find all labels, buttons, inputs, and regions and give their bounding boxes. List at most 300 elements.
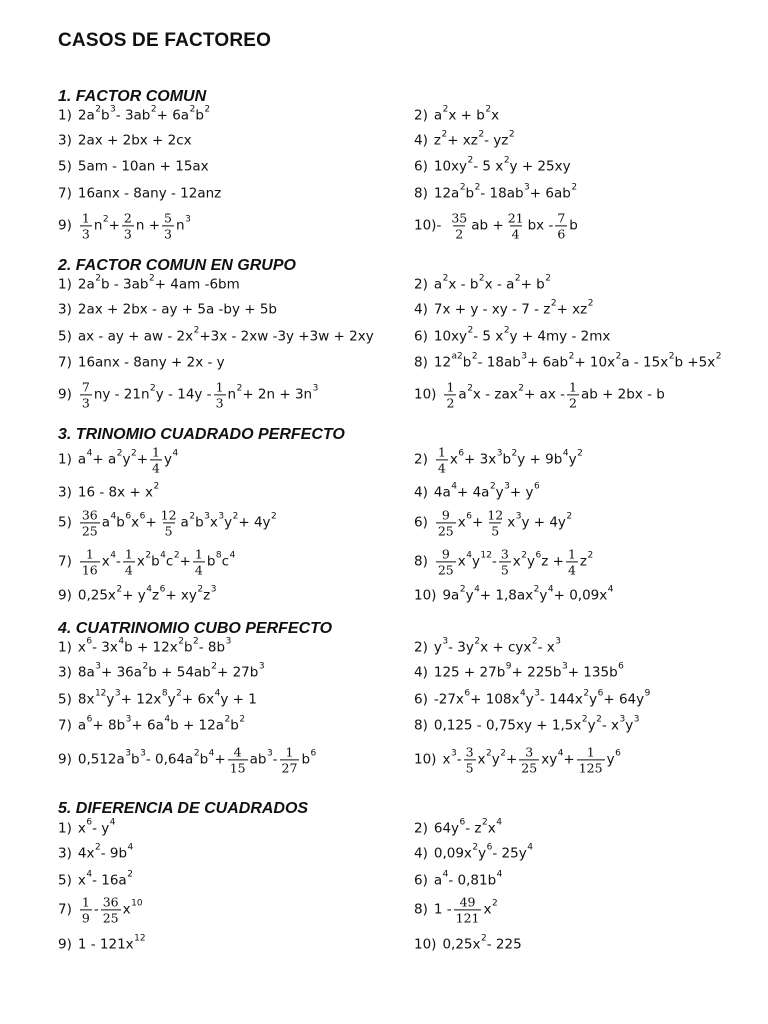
exercise-item — [58, 445, 178, 474]
exercise-item — [414, 817, 502, 837]
fraction-denominator: 2 — [568, 395, 577, 411]
fraction-denominator: 3 — [81, 226, 90, 242]
exponent: 6 — [310, 748, 317, 759]
exponent: 2 — [441, 129, 448, 140]
exercise-expression: $\frac{36}{25}$ a $^4$ b $^6$ x $^6$ + $\frac{12}{5}$ a $^2$ b $^3$ x $^3$ y $^2$ + 4y $^2$ — [81, 507, 277, 539]
exponent: 6 — [535, 550, 542, 561]
exponent: 2 — [668, 351, 675, 362]
exponent: 2 — [131, 448, 137, 459]
exponent: 2 — [550, 298, 557, 309]
exercise-number: 1) — [58, 276, 72, 293]
fraction-denominator: 6 — [557, 226, 566, 242]
exercise-item — [414, 636, 561, 656]
exponent: 2 — [566, 511, 573, 522]
exponent: 4 — [466, 550, 472, 561]
exponent: 2 — [531, 636, 538, 647]
fraction — [436, 547, 456, 576]
exercise-item — [414, 933, 522, 953]
exponent: 2 — [459, 584, 466, 595]
exercise-number: 9) — [58, 587, 72, 604]
exponent: 6 — [159, 584, 166, 595]
exponent: 3 — [561, 661, 568, 672]
exponent: 4 — [160, 550, 166, 561]
fraction-numerator: 1 — [586, 744, 595, 760]
exercise-number: 8) — [414, 354, 428, 371]
exponent: 2 — [145, 550, 152, 561]
exercise-item — [58, 273, 240, 293]
fraction-numerator: 7 — [81, 379, 90, 395]
fraction-denominator: 5 — [164, 523, 173, 539]
exponent: 4 — [451, 481, 457, 492]
exponent: 2 — [568, 351, 575, 362]
exponent: 4 — [527, 842, 533, 853]
exercise-expression: 5am - 10an + 15ax — [77, 158, 209, 175]
exercise-item — [414, 155, 571, 175]
exponent: 2 — [95, 104, 101, 115]
exercise-item — [58, 636, 232, 656]
exponent: 6 — [125, 511, 132, 522]
exercise-item — [58, 688, 257, 708]
exercise-expression: 9a $^2$ y $^4$ + 1,8ax $^2$ y $^4$ + 0,09x $^4$ — [442, 584, 614, 604]
fraction — [449, 211, 469, 240]
fraction — [122, 211, 134, 240]
exponent: 3 — [496, 448, 503, 459]
fraction-numerator: 12 — [487, 507, 504, 523]
exponent: 4 — [607, 584, 614, 595]
exponent: 2 — [142, 661, 149, 672]
exercise-expression: a $^4$ - 0,81b $^4$ — [433, 869, 503, 889]
exponent: 3 — [442, 636, 449, 647]
fraction — [566, 547, 578, 576]
exponent: 4 — [208, 748, 215, 759]
exercise-number: 7) — [58, 717, 72, 734]
fraction — [555, 211, 567, 240]
exponent: 2 — [508, 129, 515, 140]
exercise-item — [58, 104, 211, 124]
section-title: 3. TRINOMIO CUADRADO PERFECTO — [58, 426, 345, 443]
exponent: 2 — [518, 383, 524, 394]
fraction-numerator: 9 — [441, 546, 450, 562]
exercise-number: 5) — [58, 691, 72, 708]
exercise-number: 6) — [414, 328, 428, 345]
exponent: 9 — [505, 661, 512, 672]
fraction — [214, 380, 226, 409]
exponent: 6 — [466, 511, 472, 522]
exponent: 2 — [153, 481, 160, 492]
exponent: 6 — [86, 636, 93, 647]
exercise-expression: a $^2$ x + b $^2$ x — [433, 104, 500, 124]
fraction — [436, 508, 456, 537]
exercise-item — [58, 547, 235, 576]
fraction-numerator: 21 — [507, 210, 524, 226]
exponent: 3 — [95, 661, 101, 672]
exercise-expression: 16anx - 8any - 12anz — [77, 185, 222, 202]
exercise-expression: $\frac{1}{3}$ n $^2$ + $\frac{2}{3}$ n + $\frac{5}{3}$ n $^3$ — [81, 210, 191, 242]
exercise-item — [58, 842, 134, 862]
exponent: 2 — [271, 511, 277, 522]
fraction-numerator: 49 — [459, 894, 476, 910]
exercise-expression: 12 $^{a2}$ b $^2$ - 18ab $^3$ + 6ab $^2$ + 10x $^2$ a - 15x $^2$ b +5x $^2$ — [433, 351, 722, 371]
exponent: 3 — [524, 182, 530, 193]
exponent: 3 — [114, 688, 121, 699]
exercise-number: 9) — [58, 751, 72, 768]
exercise-number: 5) — [58, 328, 72, 345]
exercise-expression: $\frac{1}{4}$ x $^6$ + 3x $^3$ b $^2$ y + 9b $^4$ y $^2$ — [437, 444, 583, 476]
fraction-numerator: 36 — [102, 894, 119, 910]
exercise-item — [58, 356, 225, 370]
exercise-expression: 1 - 121x $^{12}$ — [77, 933, 146, 953]
exponent: 6 — [86, 714, 93, 725]
exponent: 4 — [172, 448, 179, 459]
exponent: 2 — [489, 481, 496, 492]
exercise-item — [58, 380, 318, 409]
exercise-item — [414, 584, 614, 604]
exponent: 2 — [503, 155, 510, 166]
exponent: 3 — [555, 636, 561, 647]
exercise-number: 5) — [58, 514, 72, 531]
exercise-item — [414, 129, 515, 149]
exponent: 2 — [514, 273, 521, 284]
fraction-numerator: 5 — [164, 210, 172, 226]
exponent: 2 — [587, 298, 594, 309]
exercise-expression: 12a $^2$ b $^2$ - 18ab $^3$ + 6ab $^2$ — [433, 182, 578, 202]
fraction-numerator: 3 — [465, 744, 474, 760]
exponent: 2 — [442, 104, 449, 115]
exercise-number: 2) — [414, 639, 428, 656]
exercise-number: 6) — [414, 514, 428, 531]
exercise-expression: 2ax + 2bx + 2cx — [77, 132, 192, 149]
exponent: 2 — [485, 104, 492, 115]
fraction-numerator: 3 — [500, 546, 509, 562]
fraction-numerator: 1 — [215, 379, 224, 395]
exercise-number: 6) — [414, 158, 428, 175]
exercise-number: 3) — [58, 484, 72, 501]
exercise-item — [58, 508, 277, 537]
exercise-item — [414, 661, 624, 681]
fraction — [519, 745, 539, 774]
section-title: 1. FACTOR COMUN — [58, 88, 207, 105]
exponent: 2 — [481, 933, 487, 944]
fraction — [464, 745, 476, 774]
exercise-item — [414, 325, 611, 345]
exercise-item — [414, 547, 593, 576]
exponent: 2 — [193, 636, 199, 647]
exponent: 8 — [161, 688, 168, 699]
section-title: 4. CUATRINOMIO CUBO PERFECTO — [58, 620, 333, 637]
exponent: 2 — [127, 869, 133, 880]
exercise-expression: -27x $^6$ + 108x $^4$ y $^3$ - 144x $^2$ y $^6$ + 64y $^9$ — [433, 688, 651, 708]
exponent: 12 — [134, 933, 146, 944]
exercise-number: 10) — [414, 386, 437, 403]
exercise-expression: $\frac{9}{25}$ x $^4$ y $^{12}$ - $\frac{3}{5}$ x $^2$ y $^6$ z + $\frac{1}{4}$ z $^2$ — [437, 546, 594, 578]
fraction-denominator: 5 — [500, 562, 509, 578]
exercise-expression: 125 + 27b $^9$ + 225b $^3$ + 135b $^6$ — [433, 661, 624, 681]
exercise-expression: 0,25x $^2$ - 225 — [442, 933, 522, 953]
exponent: 2 — [474, 636, 481, 647]
exercise-expression: 16 - 8x + x $^2$ — [77, 481, 160, 501]
exercise-item — [414, 688, 651, 708]
exponent: 2 — [204, 104, 211, 115]
exponent: 4 — [442, 869, 449, 880]
exponent: 2 — [491, 898, 498, 909]
fraction-denominator: 25 — [81, 523, 98, 539]
fraction-denominator: 15 — [229, 760, 246, 776]
exercise-expression: 8a $^3$ + 36a $^2$ b + 54ab $^2$ + 27b $^3$ — [77, 661, 265, 681]
exponent: 2 — [193, 748, 200, 759]
exponent: 3 — [266, 748, 273, 759]
fraction-denominator: 4 — [124, 562, 133, 578]
exponent: 2 — [521, 550, 528, 561]
exercise-expression: $\frac{1}{9}$ - $\frac{36}{25}$ x $^{10}$ — [81, 894, 143, 926]
exercise-number: 6) — [414, 691, 428, 708]
exercise-number: 3) — [58, 664, 72, 681]
exponent: 4 — [164, 714, 171, 725]
exercise-number: 10) — [414, 936, 437, 953]
exponent: 12 — [94, 688, 107, 699]
exercise-number: 7) — [58, 185, 72, 202]
fraction-denominator: 25 — [437, 523, 454, 539]
exercise-item — [414, 842, 533, 862]
fraction-denominator: 2 — [455, 226, 464, 242]
exponent: 2 — [189, 104, 196, 115]
exponent: 6 — [139, 511, 146, 522]
fraction-denominator: 25 — [102, 910, 119, 926]
exercise-number: 7) — [58, 901, 72, 918]
exercise-number: 10) — [414, 587, 437, 604]
exponent: 4 — [474, 584, 480, 595]
exponent: 3 — [504, 481, 510, 492]
exercise-item — [58, 303, 277, 317]
fraction-denominator: 4 — [511, 226, 520, 242]
exponent: 12 — [480, 550, 492, 561]
exercise-expression: 4x $^2$ - 9b $^4$ — [77, 842, 134, 862]
exponent: 2 — [211, 661, 217, 672]
exponent: 8 — [215, 550, 222, 561]
exercise-number: 1) — [58, 820, 72, 837]
exercise-item — [414, 445, 583, 474]
fraction-numerator: 1 — [567, 546, 576, 562]
exercise-expression: 0,125 - 0,75xy + 1,5x $^2$ y $^2$ - x $^3$ y $^3$ — [433, 714, 640, 734]
exponent: 3 — [218, 511, 225, 522]
exponent: 6 — [534, 481, 540, 492]
exponent: 2 — [189, 511, 196, 522]
exponent: 2 — [95, 273, 101, 284]
exponent: 4 — [86, 448, 93, 459]
exponent: 4 — [562, 448, 569, 459]
exponent: 2 — [236, 383, 243, 394]
exercise-number: 2) — [414, 451, 428, 468]
exercise-item — [414, 380, 665, 409]
exponent: 2 — [173, 550, 180, 561]
fraction-numerator: 9 — [441, 507, 450, 523]
fraction-numerator: 1 — [81, 894, 90, 910]
exponent: 2 — [583, 688, 590, 699]
exercise-number: 3) — [58, 301, 72, 318]
exercise-expression: 64y $^6$ - z $^2$ x $^4$ — [433, 817, 502, 837]
exponent: 3 — [258, 661, 265, 672]
exponent: 3 — [225, 636, 232, 647]
exercise-expression: $\frac{35}{2}$ ab + $\frac{21}{4}$ bx - $\frac{7}{6}$ b — [451, 210, 578, 242]
exercise-item — [414, 104, 500, 124]
exponent: 2 — [500, 748, 506, 759]
exercise-expression: a $^6$ + 8b $^3$ + 6a $^4$ b + 12a $^2$ b $^2$ — [77, 714, 246, 734]
exponent: 2 — [533, 584, 540, 595]
exercise-item — [414, 298, 594, 318]
exercise-expression: 2a $^2$ b - 3ab $^2$ + 4am -6bm — [77, 273, 240, 293]
exponent: 4 — [520, 688, 526, 699]
page-title: CASOS DE FACTOREO — [58, 30, 272, 51]
fraction — [101, 895, 121, 924]
exercise-expression: 1 - $\frac{49}{121}$ x $^2$ — [433, 894, 498, 926]
fraction-numerator: 1 — [568, 379, 577, 395]
fraction-numerator: 35 — [451, 210, 468, 226]
exercise-number: 9) — [58, 386, 72, 403]
exercise-expression: 0,09x $^2$ y $^6$ - 25y $^4$ — [433, 842, 533, 862]
fraction-numerator: 1 — [81, 210, 90, 226]
exponent: 2 — [150, 383, 156, 394]
exponent: 2 — [577, 448, 583, 459]
exponent: 2 — [459, 182, 466, 193]
fraction — [80, 508, 100, 537]
exercise-number: 4) — [414, 132, 428, 149]
exercise-expression: $\frac{9}{25}$ x $^6$ + $\frac{12}{5}$ x $^3$ y + 4y $^2$ — [437, 507, 573, 539]
exponent: 2 — [596, 714, 602, 725]
fraction-denominator: 4 — [152, 460, 160, 476]
exercise-expression: y $^3$ - 3y $^2$ x + cyx $^2$ - x $^3$ — [433, 636, 561, 656]
exercise-expression: $\frac{1}{2}$ a $^2$ x - zax $^2$ + ax - $\frac{1}{2}$ ab + 2bx - b — [446, 379, 665, 411]
exponent: 9 — [644, 688, 651, 699]
exercise-number: 2) — [414, 107, 428, 124]
exercise-number: 4) — [414, 484, 428, 501]
exponent: 2 — [587, 550, 594, 561]
exercise-expression: 10xy $^2$ - 5 x $^2$ y + 25xy — [433, 155, 571, 175]
exponent: 2 — [148, 273, 155, 284]
exponent: 3 — [619, 714, 626, 725]
exponent: 4 — [557, 748, 564, 759]
exponent: 3 — [515, 511, 522, 522]
exponent: 10 — [131, 898, 143, 909]
exercise-number: 2) — [414, 820, 428, 837]
exponent: 3 — [450, 748, 457, 759]
fraction — [577, 745, 605, 774]
exponent: 6 — [458, 448, 465, 459]
fraction-numerator: 4 — [233, 744, 242, 760]
exponent: 2 — [150, 104, 157, 115]
exercise-expression: x $^3$ - $\frac{3}{5}$ x $^2$ y $^2$ + $\frac{3}{25}$ xy $^4$ + $\frac{1}{125}$ y $^6$ — [442, 744, 621, 776]
exercise-item — [58, 714, 246, 734]
exercise-number: 4) — [414, 664, 428, 681]
exponent: 2 — [467, 155, 474, 166]
exponent: 4 — [118, 636, 125, 647]
exponent: 2 — [474, 182, 481, 193]
exercise-number: 10)- — [414, 217, 442, 234]
exercise-item — [58, 933, 146, 953]
exponent: 2 — [478, 273, 485, 284]
exponent: 4 — [496, 817, 502, 828]
exponent: 4 — [214, 688, 221, 699]
exercise-item — [414, 351, 722, 371]
exercise-item — [58, 869, 133, 889]
fraction — [280, 745, 300, 774]
fraction-denominator: 4 — [437, 460, 446, 476]
exponent: 6 — [459, 817, 466, 828]
fraction-denominator: 25 — [521, 760, 538, 776]
exponent: 2 — [178, 636, 184, 647]
exponent: 4 — [547, 584, 554, 595]
fraction — [80, 895, 92, 924]
exponent: 3 — [125, 714, 132, 725]
exponent: 3 — [210, 584, 217, 595]
fraction-numerator: 1 — [124, 546, 133, 562]
exercise-number: 3) — [58, 845, 72, 862]
fraction — [506, 211, 526, 240]
exponent: 2 — [116, 584, 123, 595]
exponent: 3 — [521, 351, 528, 362]
exercise-number: 1) — [58, 639, 72, 656]
exponent: 6 — [486, 842, 493, 853]
fraction — [123, 547, 135, 576]
exponent: 4 — [496, 869, 503, 880]
exercise-expression: x $^6$ - y $^4$ — [77, 817, 116, 837]
fraction-numerator: 12 — [160, 507, 177, 523]
fraction — [159, 508, 179, 537]
exponent: 3 — [312, 383, 319, 394]
exercise-expression: a $^4$ + a $^2$ y $^2$ + $\frac{1}{4}$ y $^4$ — [77, 444, 179, 476]
exercise-expression: $\frac{7}{3}$ ny - 21n $^2$ y - 14y - $\frac{1}{3}$ n $^2$ + 2n + 3n $^3$ — [81, 379, 319, 411]
fraction-denominator: 121 — [455, 910, 480, 926]
exponent: 6 — [618, 661, 624, 672]
exercise-expression: 10xy $^2$ - 5 x $^2$ y + 4my - 2mx — [433, 325, 611, 345]
exponent: 2 — [116, 448, 123, 459]
exercise-item — [58, 745, 316, 774]
exponent: 2 — [482, 817, 488, 828]
fraction-numerator: 3 — [525, 744, 534, 760]
exercise-item — [414, 182, 578, 202]
exponent: a2 — [451, 351, 463, 362]
fraction — [499, 547, 511, 576]
fraction-denominator: 27 — [281, 760, 298, 776]
exponent: 2 — [486, 748, 492, 759]
exercise-item — [58, 584, 217, 604]
exponent: 2 — [715, 351, 722, 362]
fraction — [444, 380, 456, 409]
exercise-number: 7) — [58, 553, 72, 570]
exponent: 4 — [146, 584, 152, 595]
fraction-denominator: 3 — [215, 395, 224, 411]
fraction — [567, 380, 579, 409]
exponent: 6 — [597, 688, 604, 699]
fraction — [80, 380, 92, 409]
fraction — [193, 547, 205, 576]
fraction-denominator: 2 — [446, 395, 455, 411]
fraction — [80, 211, 92, 240]
exponent: 2 — [102, 214, 109, 225]
exercise-expression: 0,512a $^3$ b $^3$ - 0,64a $^2$ b $^4$ + $\frac{4}{15}$ ab $^3$ - $\frac{1}{27}$ b $^6$ — [77, 744, 317, 776]
exponent: 4 — [229, 550, 236, 561]
exercise-expression: z $^2$ + xz $^2$ - yz $^2$ — [433, 129, 515, 149]
exercise-item — [58, 817, 116, 837]
exercise-item — [414, 714, 640, 734]
exponent: 2 — [94, 842, 101, 853]
exercise-item — [414, 869, 503, 889]
exercise-expression: 4a $^4$ + 4a $^2$ y $^3$ + y $^6$ — [433, 481, 540, 501]
fraction-numerator: 2 — [123, 210, 132, 226]
exponent: 2 — [503, 325, 510, 336]
exercise-item — [58, 895, 143, 924]
fraction — [162, 211, 174, 240]
exponent: 2 — [197, 584, 204, 595]
fraction — [454, 895, 482, 924]
